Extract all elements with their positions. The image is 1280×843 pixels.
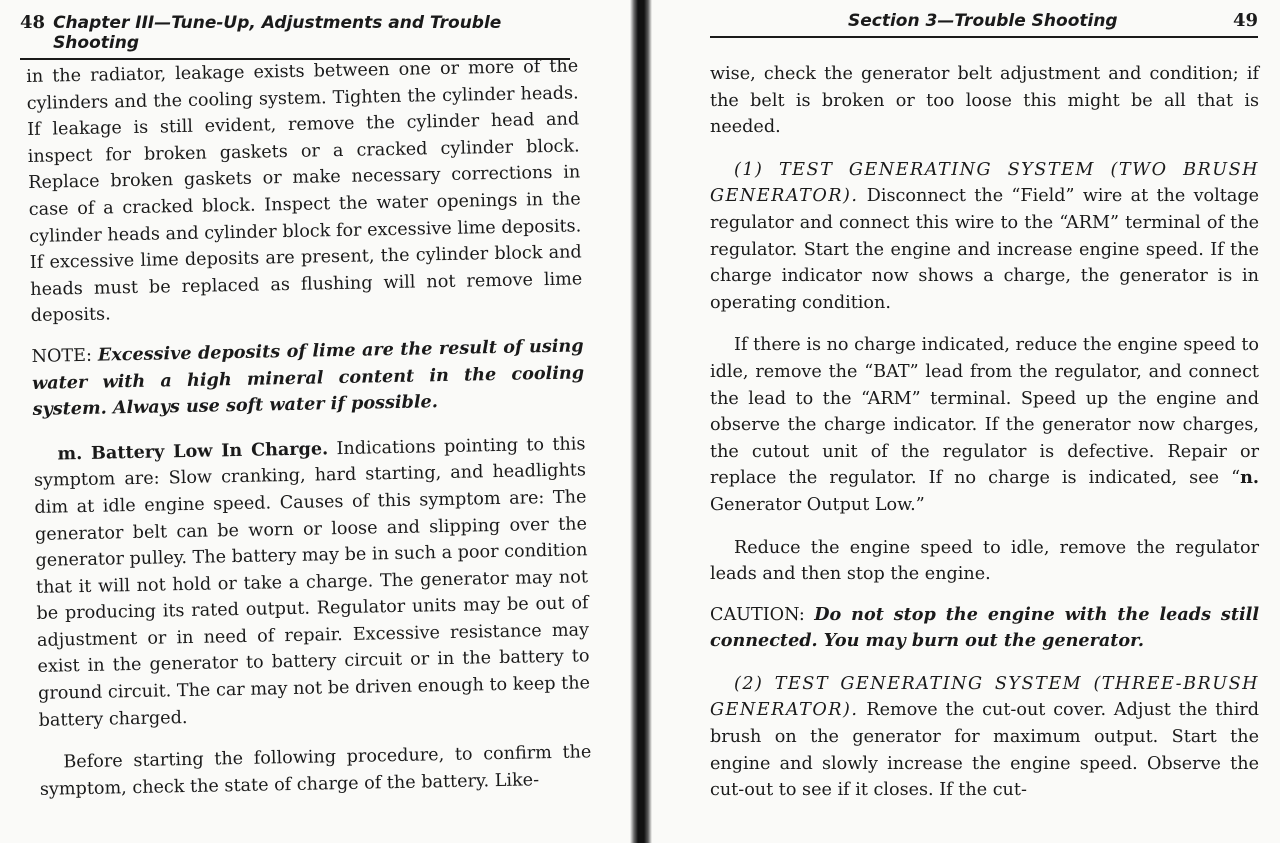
section-n-ref: n. xyxy=(1240,467,1259,489)
no-charge-text-end: Generator Output Low.” xyxy=(710,494,925,515)
right-page-body xyxy=(710,61,1259,804)
test2-text: Remove the cut-out cover. Adjust the third brush on the generator for maximum output. Start the engine and slowly increase the engine speed. Observe the cut-out to see if it closes. If the cut- xyxy=(710,700,1259,801)
test2-heading: (2) TEST GENERATING SYSTEM (THREE-BRUSH GENERATOR). xyxy=(710,673,1259,721)
section-m-heading: m. Battery Low In Charge. xyxy=(57,437,329,465)
before-starting-paragraph: Before starting the following procedure, to confirm the symptom, check the state of charge of the battery. Like- xyxy=(39,742,592,800)
belt-paragraph: wise, check the generator belt adjustment and condition; if the belt is broken or too loose this might be all that is needed. xyxy=(710,64,1259,138)
test1-text: Disconnect the “Field” wire at the voltage regulator and connect this wire to the “ARM” terminal of the regulator. Start the engine and increase engine speed. If the charge indicator now shows a charge, the generator is in operating condition. xyxy=(710,186,1259,313)
left-page-number: 48 xyxy=(20,12,46,33)
right-page xyxy=(652,0,1280,843)
section-m-text: Indications pointing to this symptom are: Slow cranking, hard starting, and headlights dim at idle engine speed. Causes of this symptom are: The generator belt can be worn or loose and slipping over the generator pulley. The battery may be in such a poor condition that it will not hold or take a charge. The generator may not be producing its rated output. Regulator units may be out of adjustment or in need of repair. Excessive resistance may exist in the generator to battery circuit or in the battery to ground circuit. The car may not be driven enough to keep the battery charged. xyxy=(33,434,591,731)
reduce-speed-paragraph: Reduce the engine speed to idle, remove the regulator leads and then stop the engine. xyxy=(710,537,1259,585)
caution-note xyxy=(710,602,1259,655)
left-page-header xyxy=(20,12,570,60)
right-page-number: 49 xyxy=(1232,10,1258,31)
left-header-title: Chapter III—Tune-Up, Adjustments and Trouble Shooting xyxy=(53,13,502,53)
caution-text: Do not stop the engine with the leads still connected. You may burn out the generator. xyxy=(710,603,1259,652)
left-page xyxy=(0,0,630,843)
note-label: NOTE: xyxy=(31,345,93,367)
book-gutter xyxy=(630,0,652,843)
test1-heading: (1) TEST GENERATING SYSTEM (TWO BRUSH GENERATOR). xyxy=(710,159,1259,207)
left-page-body xyxy=(26,53,592,803)
test-three-brush-section xyxy=(710,671,1259,804)
right-header-title: Section 3—Trouble Shooting xyxy=(848,11,1118,31)
radiator-paragraph: in the radiator, leakage exists between one or more of the cylinders and the cooling system. Tighten the cylinder heads. If leakage is still evident, remove the cylinder head and inspect for broken gaskets or a cracked cylinder block. Replace broken gaskets or make necessary corrections in case of a cracked block. Inspect the water openings in the cylinder heads and cylinder block for excessive lime deposits. If excessive lime deposits are present, the cylinder block and heads must be replaced as flushing will not remove lime deposits. xyxy=(26,56,583,327)
no-charge-paragraph xyxy=(710,332,1259,518)
caution-label: CAUTION: xyxy=(710,604,805,625)
note-text: Excessive deposits of lime are the result of using water with a high mineral content in the cooling system. Always use soft water if possible. xyxy=(31,335,585,421)
lime-note xyxy=(31,333,584,423)
right-page-header xyxy=(710,10,1258,38)
no-charge-text: If there is no charge indicated, reduce the engine speed to idle, remove the “BAT” lead from the regulator, and connect the lead to the “ARM” terminal. Speed up the engine and observe the charge indicator. If the generator now charges, the cutout unit of the regulator is defective. Repair or replace the regulator. If no charge is indicated, see “ xyxy=(710,335,1259,489)
test-two-brush-section xyxy=(710,157,1259,317)
battery-low-section xyxy=(33,431,591,734)
